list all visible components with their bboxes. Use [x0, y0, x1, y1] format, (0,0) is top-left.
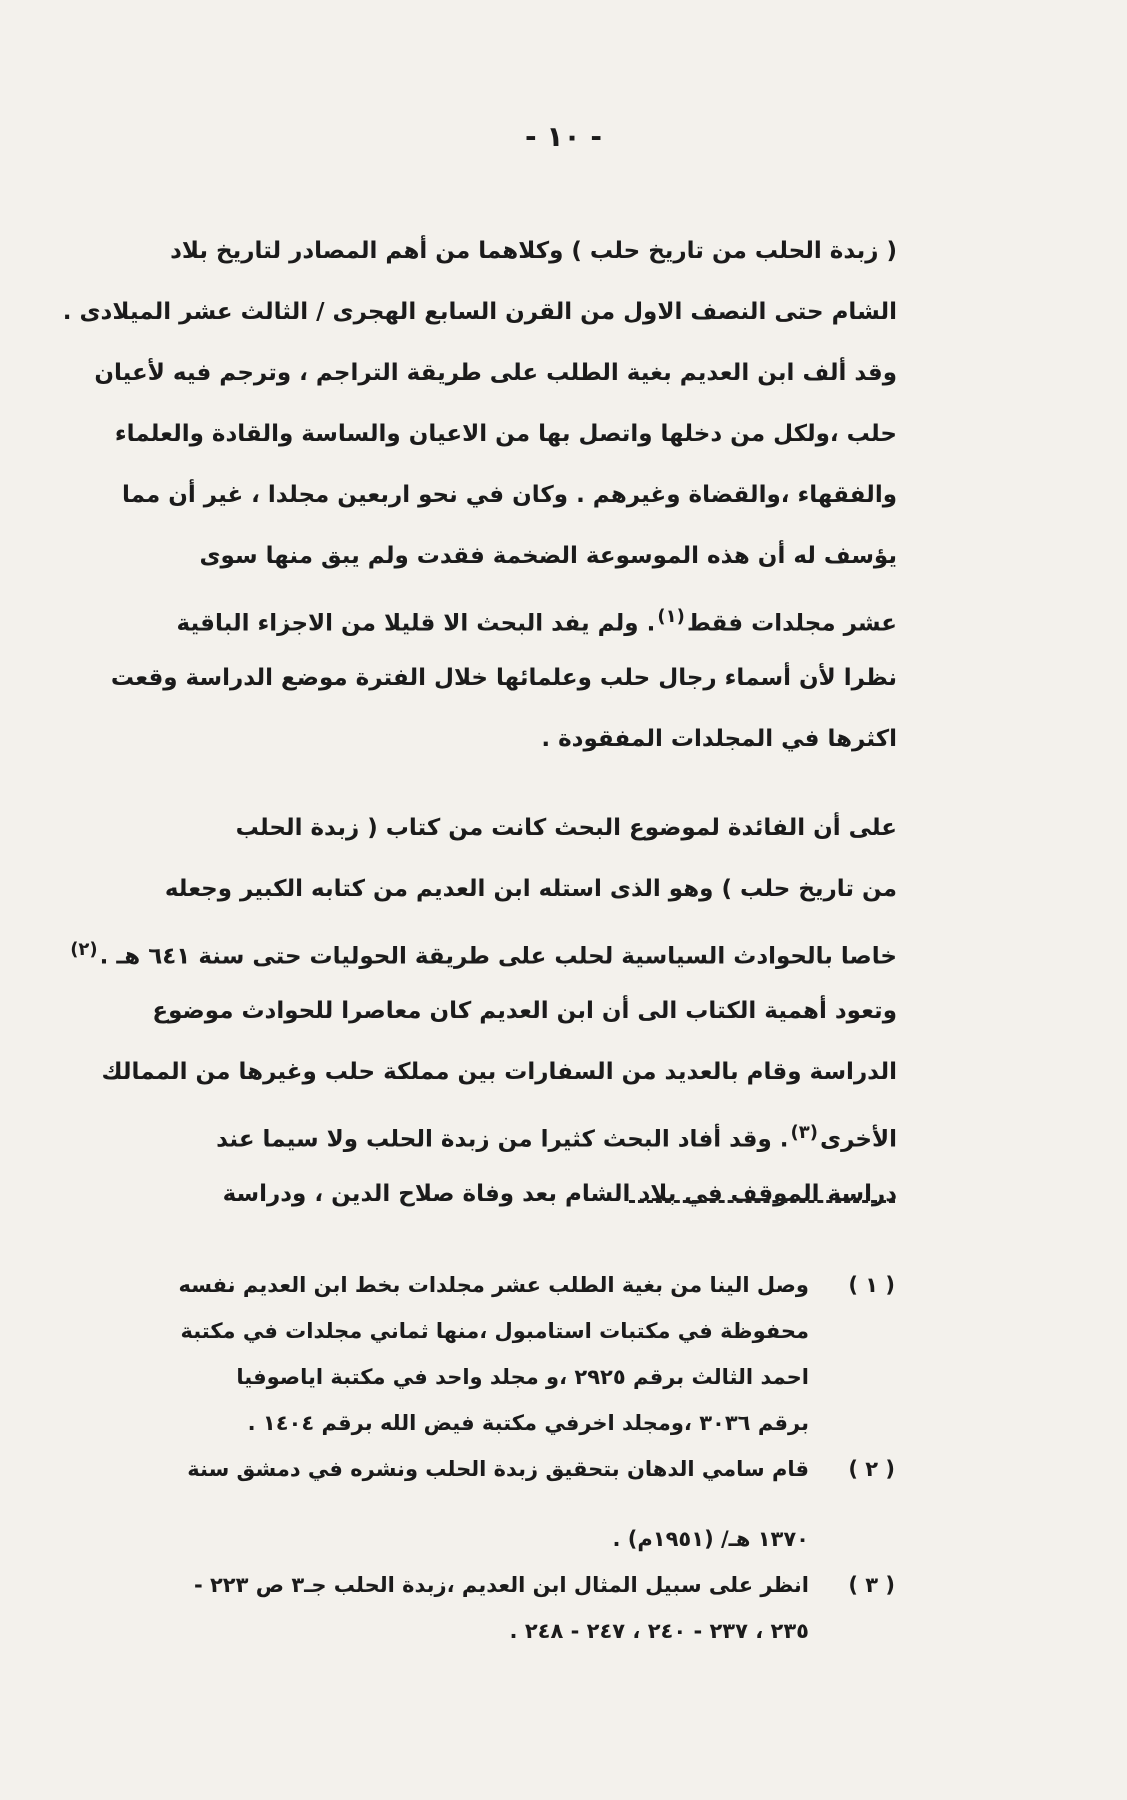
footnote-separator: [629, 1200, 895, 1203]
footnote-line: وصل الينا من بغية الطلب عشر مجلدات بخط ابن العديم نفسه: [178, 1273, 809, 1297]
text-segment: . وقد أفاد البحث كثيرا من زبدة الحلب ولا سيما عند: [216, 1126, 789, 1153]
text-line: والفقهاء ،والقضاة وغيرهم . وكان في نحو اربعين مجلدا ، غير أن مما: [121, 482, 897, 508]
text-line: يؤسف له أن هذه الموسوعة الضخمة فقدت ولم يبق منها سوى: [199, 543, 897, 569]
footnote-ref-3: (٣): [790, 1122, 819, 1143]
text-line: [138, 594, 897, 655]
text-line: [138, 1110, 897, 1171]
footnote-line: ١٣٧٠ هـ/ (١٩٥١م) .: [612, 1527, 809, 1551]
footnote-ref-1: (١): [657, 606, 685, 627]
footnote-line: ٢٣٥ ، ٢٣٧ - ٢٤٠ ، ٢٤٧ - ٢٤٨ .: [509, 1619, 809, 1643]
footnote: [138, 1562, 895, 1654]
body-text: [62, 228, 897, 1232]
text-line: دراسة الموقف في بلاد الشام بعد وفاة صلاح الدين ، ودراسة: [222, 1181, 897, 1207]
text-line: نظرا لأن أسماء رجال حلب وعلمائها خلال الفترة موضع الدراسة وقعت: [110, 665, 897, 691]
footnote-line: انظر على سبيل المثال ابن العديم ،زبدة الحلب جـ٣ ص ٢٢٣ -: [193, 1573, 809, 1597]
footnote-line: احمد الثالث برقم ٢٩٢٥ ،و مجلد واحد في مكتبة اياصوفيا: [236, 1365, 809, 1389]
text-segment: عشر مجلدات فقط: [686, 610, 897, 637]
text-line: اكثرها في المجلدات المفقودة .: [541, 726, 897, 752]
text-line: ( زبدة الحلب من تاريخ حلب ) وكلاهما من أهم المصادر لتاريخ بلاد: [170, 238, 897, 264]
footnote-ref-2: (٢): [70, 939, 98, 960]
text-segment: خاصا بالحوادث السياسية لحلب على طريقة الحوليات حتى سنة ٦٤١ هـ .: [99, 943, 897, 970]
footnote-number: ( ٢ ): [848, 1457, 895, 1481]
text-line: [70, 927, 897, 988]
text-segment: الأخرى: [820, 1126, 897, 1153]
text-line: من تاريخ حلب ) وهو الذى استله ابن العديم من كتابه الكبير وجعله: [164, 876, 897, 902]
footnote: [138, 1262, 895, 1446]
text-line: الدراسة وقام بالعديد من السفارات بين مملكة حلب وغيرها من الممالك: [101, 1059, 897, 1085]
footnote-line: محفوظة في مكتبات استامبول ،منها ثماني مجلدات في مكتبة: [180, 1319, 809, 1343]
text-line: وقد ألف ابن العديم بغية الطلب على طريقة التراجم ، وترجم فيه لأعيان: [94, 360, 897, 386]
text-line: الشام حتى النصف الاول من القرن السابع الهجرى / الثالث عشر الميلادى .: [62, 299, 897, 325]
footnote-number: ( ١ ): [848, 1273, 895, 1297]
text-line: وتعود أهمية الكتاب الى أن ابن العديم كان معاصرا للحوادث موضوع: [152, 998, 897, 1024]
footnotes: [138, 1262, 895, 1654]
text-line: حلب ،ولكل من دخلها واتصل بها من الاعيان والساسة والقادة والعلماء: [114, 421, 897, 447]
page-number: - ١٠ -: [525, 120, 602, 153]
text-line: على أن الفائدة لموضوع البحث كانت من كتاب ( زبدة الحلب: [235, 815, 897, 841]
footnote-line: برقم ٣٠٣٦ ،ومجلد اخرفي مكتبة فيض الله برقم ١٤٠٤ .: [247, 1411, 809, 1435]
text-segment: . ولم يفد البحث الا قليلا من الاجزاء الباقية: [176, 610, 656, 637]
footnote-line: قام سامي الدهان بتحقيق زبدة الحلب ونشره في دمشق سنة: [187, 1457, 809, 1481]
footnote-number: ( ٣ ): [848, 1573, 895, 1597]
footnote: [138, 1446, 895, 1562]
